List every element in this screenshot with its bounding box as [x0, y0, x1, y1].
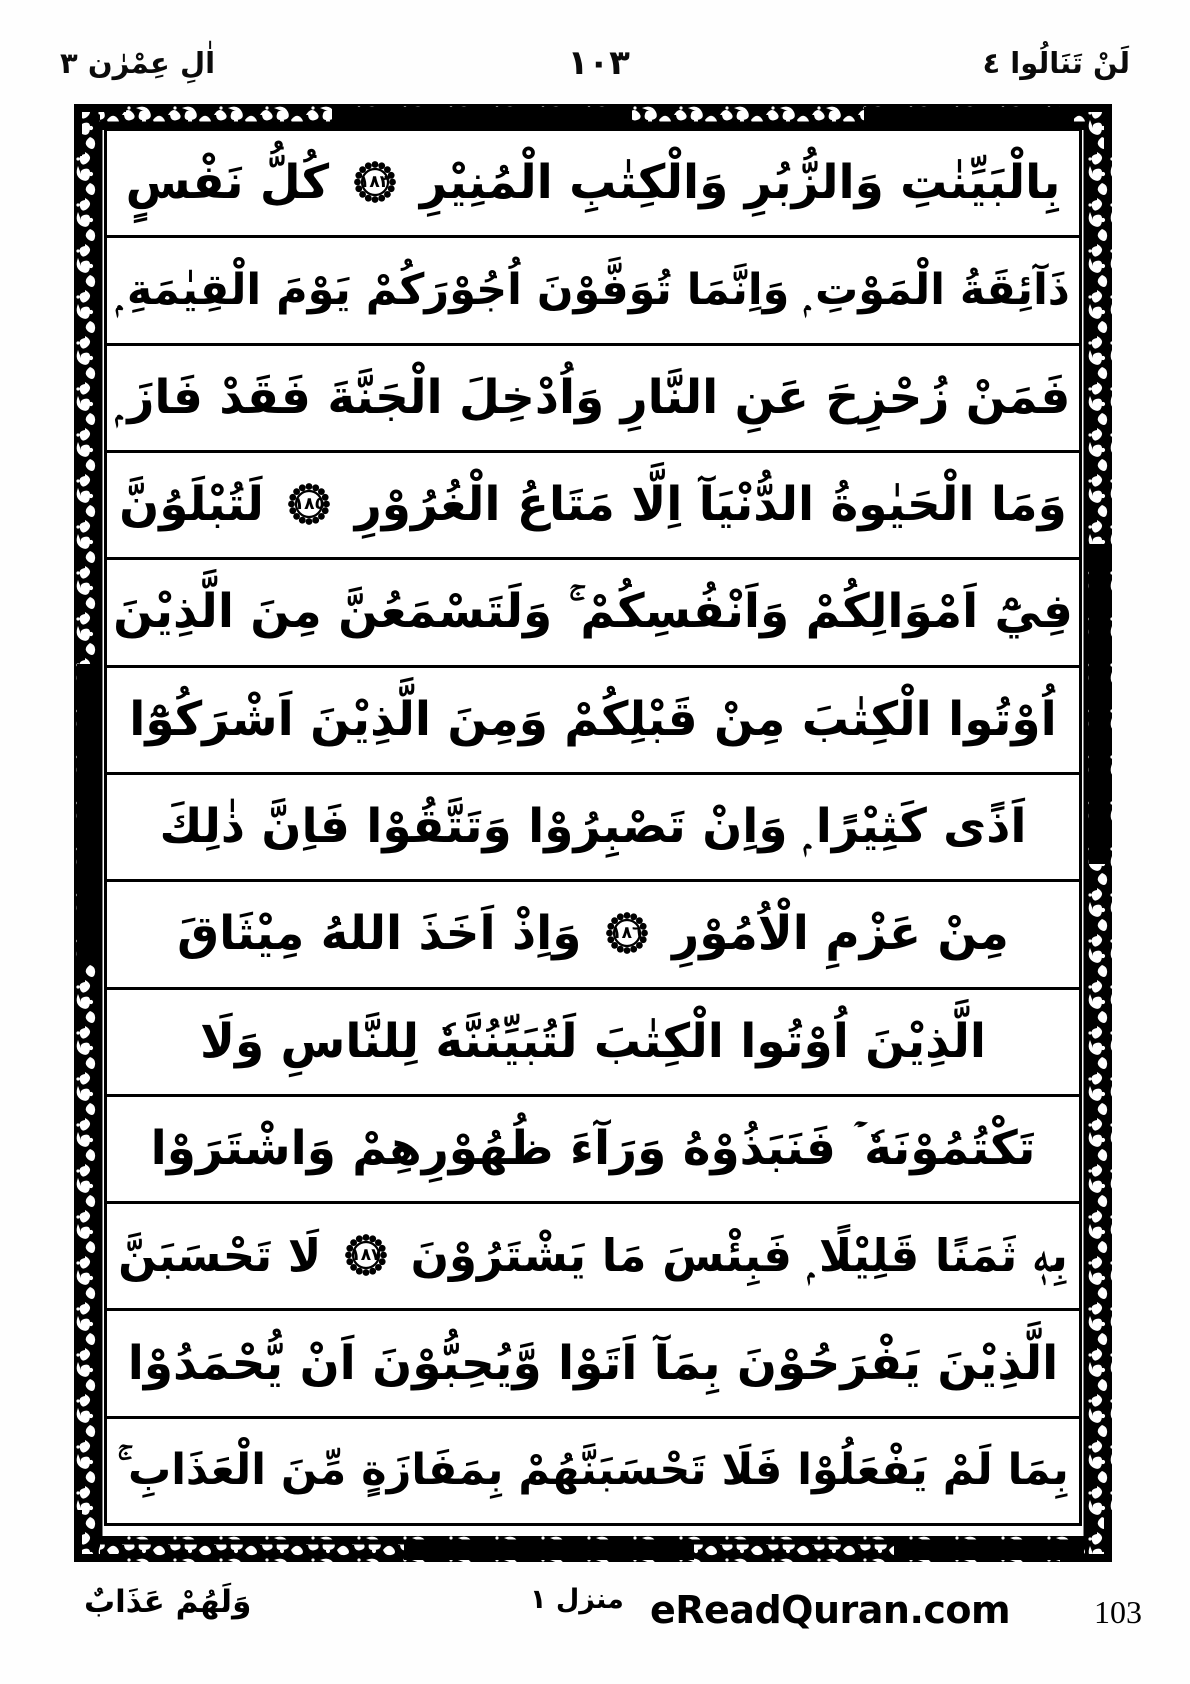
aya-line-12	[107, 1311, 1079, 1418]
aya-number-185: ١٨٥	[293, 493, 325, 514]
aya-line-9-text: الَّذِيْنَ اُوْتُوا الْكِتٰبَ لَتُبَيِّنُنَّهٗ لِلنَّاسِ وَلَا	[199, 1013, 987, 1069]
aya-line-4-text-after: لَتُبْلَوُنَّ	[119, 477, 264, 533]
aya-line-9	[107, 990, 1079, 1097]
aya-line-10	[107, 1097, 1079, 1204]
aya-line-11-text-before: بِهٖ ثَمَنًا قَلِيْلًا ۭ فَبِئْسَ مَا يَشْتَرُوْنَ	[410, 1229, 1068, 1283]
footer-page-number: 103	[1094, 1594, 1142, 1630]
page-header	[60, 34, 1130, 92]
quran-text-area	[104, 128, 1082, 1526]
aya-marker-186	[602, 908, 652, 958]
aya-line-13	[107, 1419, 1079, 1523]
aya-line-3-text: فَمَنْ زُحْزِحَ عَنِ النَّارِ وَاُدْخِلَ الْجَنَّةَ فَقَدْ فَازَ ۭ	[115, 369, 1071, 425]
aya-line-8-text	[113, 904, 1073, 964]
footer-manzil-label: منزل ١	[530, 1584, 624, 1615]
page-footer	[60, 1578, 1150, 1668]
aya-number-183: ١٨٣	[358, 171, 391, 192]
aya-line-1	[107, 131, 1079, 238]
aya-line-8	[107, 882, 1079, 989]
aya-line-2-text: ذَآئِقَةُ الْمَوْتِ ۭ وَاِنَّمَا تُوَفَّوْنَ اُجُوْرَكُمْ يَوْمَ الْقِيٰمَةِ ۭ	[116, 264, 1070, 315]
aya-line-5-text: فِيْٓ اَمْوَالِكُمْ وَاَنْفُسِكُمْ ۚ وَلَتَسْمَعُنَّ مِنَ الَّذِيْنَ	[113, 584, 1073, 640]
aya-line-10-text: تَكْتُمُوْنَهٗ ۡ فَنَبَذُوْهُ وَرَآءَ ظُهُوْرِهِمْ وَاشْتَرَوْا	[150, 1120, 1036, 1176]
header-surah-label: اٰلِ عِمْرٰن ٣	[60, 45, 216, 80]
aya-number-187: ١٨٧	[350, 1244, 382, 1265]
footer-catchword: وَلَهُمْ عَذَابٌ	[84, 1584, 252, 1620]
aya-line-5	[107, 560, 1079, 667]
aya-line-4-text	[113, 475, 1073, 535]
aya-line-4	[107, 453, 1079, 560]
aya-line-6-text: اُوْتُوا الْكِتٰبَ مِنْ قَبْلِكُمْ وَمِنَ الَّذِيْنَ اَشْرَكُوْٓا	[129, 691, 1057, 747]
aya-line-1-text-after: كُلُّ نَفْسٍ	[125, 155, 330, 211]
ornamental-frame	[74, 104, 1112, 1562]
aya-line-1-text-before: بِالْبَيِّنٰتِ وَالزُّبُرِ وَالْكِتٰبِ الْمُنِيْرِ	[419, 155, 1061, 211]
aya-line-12-text: الَّذِيْنَ يَفْرَحُوْنَ بِمَآ اَتَوْا وَّيُحِبُّوْنَ اَنْ يُّحْمَدُوْا	[127, 1335, 1059, 1391]
aya-line-6	[107, 668, 1079, 775]
aya-line-7	[107, 775, 1079, 882]
aya-line-13-text: بِمَا لَمْ يَفْعَلُوْا فَلَا تَحْسَبَنَّهُمْ بِمَفَازَةٍ مِّنَ الْعَذَابِ ۚ	[117, 1445, 1069, 1496]
aya-line-7-text: اَذًى كَثِيْرًا ۭ وَاِنْ تَصْبِرُوْا وَتَتَّقُوْا فَاِنَّ ذٰلِكَ	[159, 798, 1027, 854]
aya-line-11	[107, 1204, 1079, 1311]
aya-line-8-text-before: مِنْ عَزْمِ الْاُمُوْرِ	[672, 906, 1009, 962]
aya-line-1-text	[113, 153, 1073, 213]
aya-line-8-text-after: وَاِذْ اَخَذَ اللهُ مِيْثَاقَ	[177, 906, 582, 962]
header-juz-label: لَنْ تَنَالُوا ٤	[982, 45, 1130, 80]
aya-line-2	[107, 238, 1079, 345]
aya-marker-185	[284, 479, 334, 529]
footer-site-name: eReadQuran.com	[650, 1588, 1011, 1632]
aya-line-11-text-after: لَا تَحْسَبَنَّ	[118, 1229, 322, 1283]
aya-line-4-text-before: وَمَا الْحَيٰوةُ الدُّنْيَآ اِلَّا مَتَاعُ الْغُرُوْرِ	[354, 477, 1067, 533]
header-page-number: ١٠٣	[567, 43, 630, 83]
aya-number-186: ١٨٦	[611, 922, 643, 943]
aya-line-3	[107, 346, 1079, 453]
aya-marker-183	[350, 157, 400, 207]
aya-line-11-text	[113, 1227, 1073, 1285]
aya-marker-187	[341, 1230, 391, 1280]
